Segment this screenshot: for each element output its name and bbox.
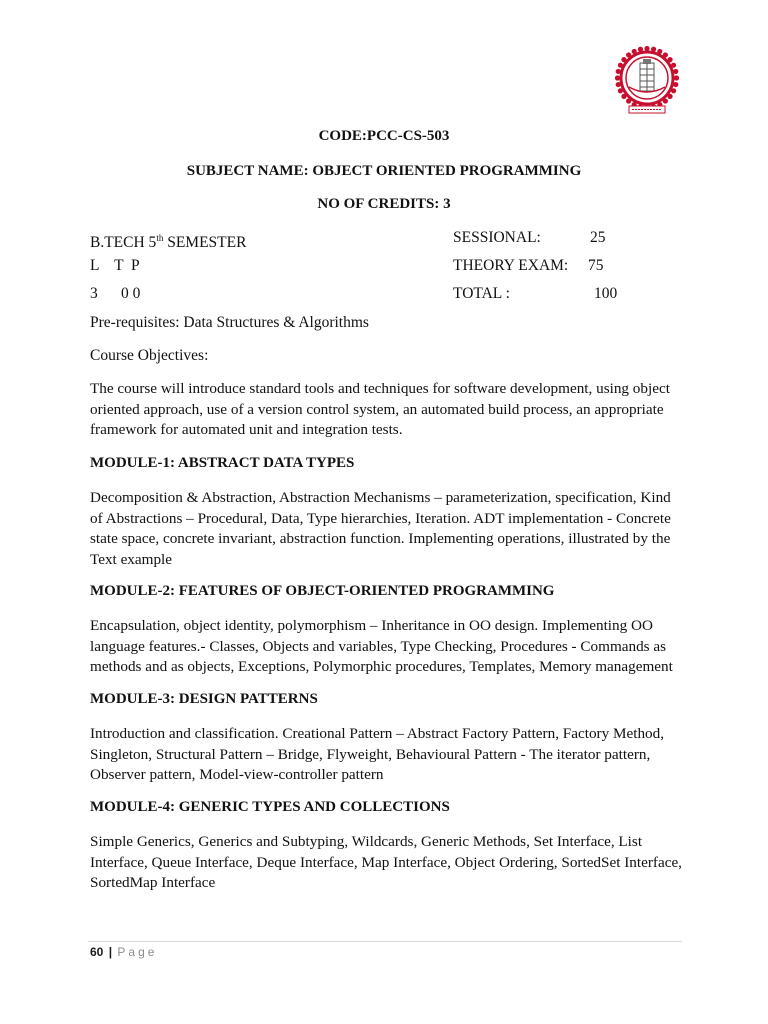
- module-2-content: Encapsulation, object identity, polymorphism – Inheritance in OO design. Implementing OO language features.- Classes, Objects and variables, Type Checking, Procedures - Commands as methods and as objects, Exceptions, Polymorphic procedures, Templates, Memory management: [90, 617, 673, 675]
- subject-name: SUBJECT NAME: OBJECT ORIENTED PROGRAMMING: [186, 163, 582, 179]
- page-footer: [90, 945, 157, 959]
- university-seal-logo: [613, 45, 681, 117]
- course-code: CODE:PCC-CS-503: [318, 128, 450, 144]
- prerequisites: Pre-requisites: Data Structures & Algorithms: [90, 314, 369, 331]
- page-number: 60: [90, 945, 104, 959]
- theory-label: THEORY EXAM:: [453, 257, 569, 274]
- total-label: TOTAL :: [453, 285, 510, 302]
- module-4-title: MODULE-4: GENERIC TYPES AND COLLECTIONS: [90, 799, 450, 815]
- semester-prefix: B.TECH 5: [90, 234, 157, 252]
- semester-suffix: SEMESTER: [163, 234, 247, 252]
- footer-divider: [88, 941, 682, 942]
- page-word: Page: [117, 945, 158, 959]
- credits: NO OF CREDITS: 3: [317, 196, 451, 212]
- objectives-label: Course Objectives:: [90, 347, 209, 364]
- module-3-title: MODULE-3: DESIGN PATTERNS: [90, 691, 318, 707]
- module-4-content: Simple Generics, Generics and Subtyping, Wildcards, Generic Methods, Set Interface, List Interface, Queue Interface, Deque Interface, Map Interface, Object Ordering, SortedSet Interface, SortedMap Interface: [90, 833, 682, 891]
- ltp-label: L T P: [90, 257, 140, 274]
- footer-separator: |: [108, 945, 113, 959]
- total-value: 100: [594, 285, 618, 302]
- objectives-text: The course will introduce standard tools and techniques for software development, using object oriented approach, use of a version control system, an automated build process, an appropriate framework for automated unit and integration tests.: [90, 380, 670, 438]
- module-1-content: Decomposition & Abstraction, Abstraction Mechanisms – parameterization, specification, Kind of Abstractions – Procedural, Data, Type hierarchies, Iteration. ADT implementation - Concrete state space, concrete invariant, abstraction function. Implementing operations, illustrated by the Text example: [90, 489, 671, 568]
- module-2-title: MODULE-2: FEATURES OF OBJECT-ORIENTED PROGRAMMING: [90, 583, 555, 599]
- semester: [90, 228, 246, 253]
- ltp-values: 3 0 0: [90, 285, 141, 302]
- theory-value: 75: [588, 257, 604, 274]
- sessional-label: SESSIONAL:: [453, 229, 541, 246]
- module-1-title: MODULE-1: ABSTRACT DATA TYPES: [90, 455, 355, 471]
- sessional-value: 25: [590, 229, 606, 246]
- semester-ordinal: th: [156, 233, 164, 243]
- university-seal-icon: [613, 45, 681, 117]
- module-3-content: Introduction and classification. Creational Pattern – Abstract Factory Pattern, Factory Method, Singleton, Structural Pattern – Bridge, Flyweight, Behavioural Pattern - The iterator pattern, Observer pattern, Model-view-controller pattern: [90, 725, 665, 783]
